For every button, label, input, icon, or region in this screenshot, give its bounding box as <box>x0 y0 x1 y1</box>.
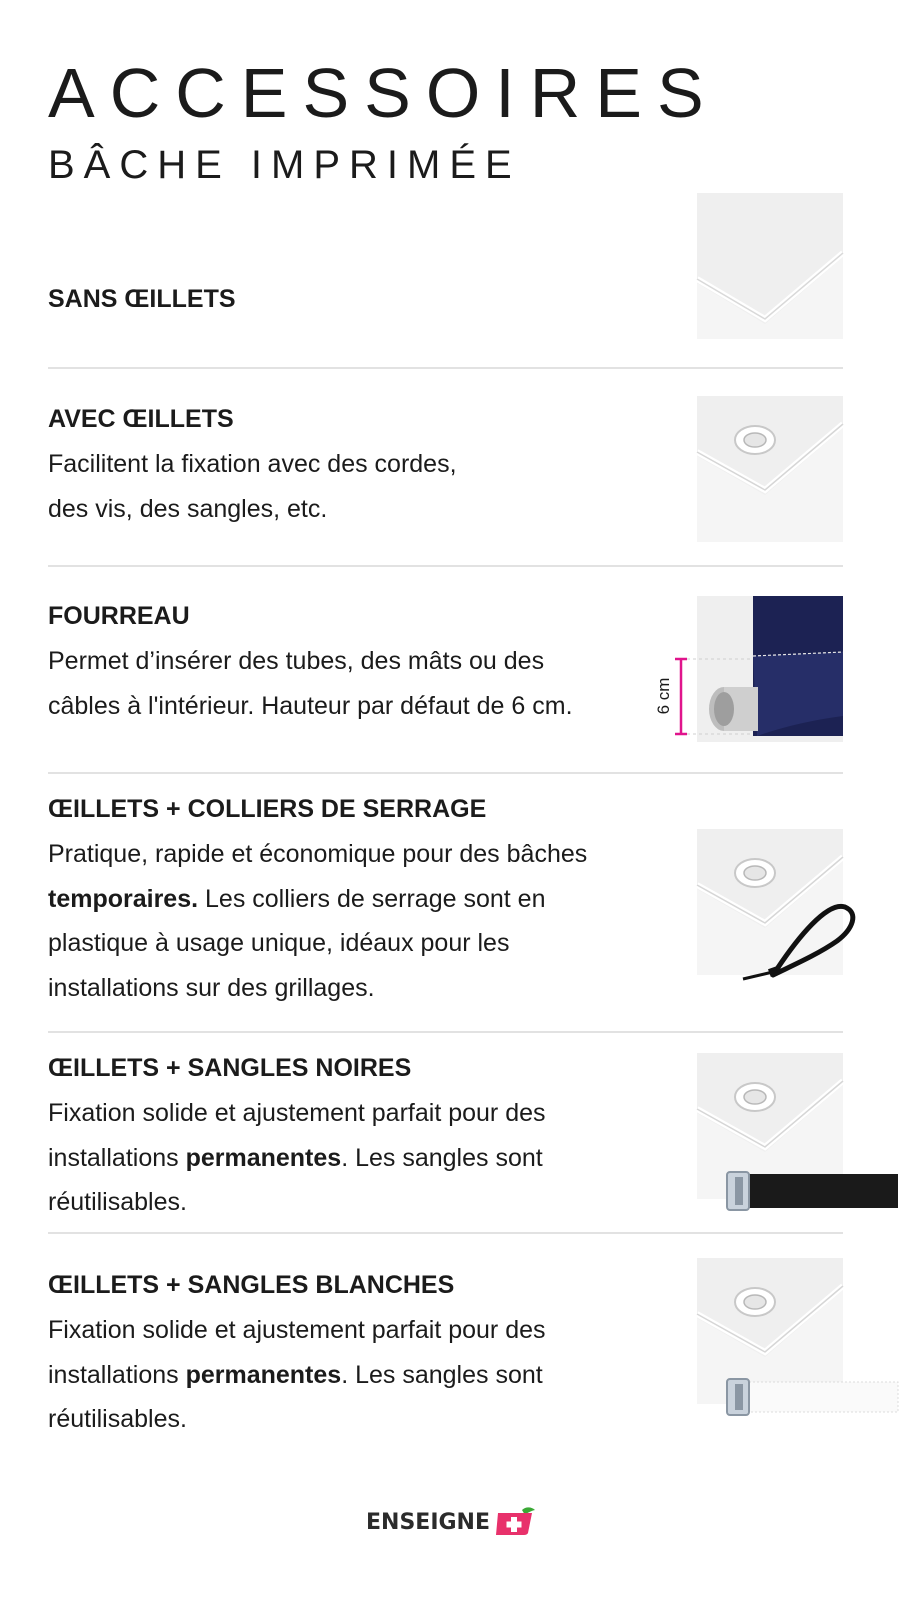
plain-tarp-corner-image <box>697 193 843 339</box>
page-title: ACCESSOIRES <box>48 54 719 132</box>
section-description <box>48 1091 618 1225</box>
description-line: câbles à l'intérieur. Hauteur par défaut de 6 cm. <box>48 691 573 720</box>
description-text: Les colliers de serrage sont en <box>198 884 546 913</box>
section-divider <box>48 565 843 567</box>
section-description <box>48 639 618 728</box>
section-divider <box>48 1031 843 1033</box>
description-line: Facilitent la fixation avec des cordes, <box>48 450 457 478</box>
section-divider <box>48 772 843 774</box>
description-bold: permanentes <box>185 1143 342 1172</box>
section-title: FOURREAU <box>48 602 190 630</box>
description-line <box>48 1136 618 1181</box>
eyelet-black-strap-image <box>697 1053 843 1199</box>
description-text: installations <box>48 1143 186 1172</box>
description-line: Pratique, rapide et économique pour des bâches <box>48 840 588 868</box>
description-line <box>48 877 648 922</box>
brand-name: ENSEIGNE <box>366 1509 490 1535</box>
section-divider <box>48 1232 843 1234</box>
brand-logo <box>366 1507 538 1537</box>
sleeve-tarp-image <box>654 596 843 742</box>
description-line: plastique à usage unique, idéaux pour les <box>48 929 510 957</box>
section-title: ŒILLETS + COLLIERS DE SERRAGE <box>48 795 487 823</box>
eyelet-white-strap-image <box>697 1258 843 1404</box>
eyelet-cable-tie-image <box>697 829 843 975</box>
section-title: ŒILLETS + SANGLES BLANCHES <box>48 1271 455 1299</box>
description-line: installations sur des grillages. <box>48 973 375 1002</box>
description-bold: temporaires. <box>48 884 199 913</box>
description-text: . Les sangles sont <box>341 1360 543 1389</box>
description-line: Permet d’insérer des tubes, des mâts ou des <box>48 647 545 675</box>
plus-badge-icon <box>492 1507 538 1537</box>
section-description <box>48 442 618 531</box>
description-line: Fixation solide et ajustement parfait pour des <box>48 1099 546 1127</box>
description-line <box>48 1353 618 1398</box>
section-title: AVEC ŒILLETS <box>48 405 234 433</box>
page-subtitle: BÂCHE IMPRIMÉE <box>48 143 521 187</box>
description-line: des vis, des sangles, etc. <box>48 494 328 523</box>
description-line: réutilisables. <box>48 1188 187 1216</box>
section-description <box>48 832 648 1010</box>
section-divider <box>48 367 843 369</box>
section-title: SANS ŒILLETS <box>48 285 236 313</box>
description-line: Fixation solide et ajustement parfait pour des <box>48 1316 546 1344</box>
sleeve-height-label: 6 cm <box>654 677 673 715</box>
description-text: . Les sangles sont <box>341 1143 543 1172</box>
description-line: réutilisables. <box>48 1405 187 1433</box>
section-description <box>48 1308 618 1442</box>
description-bold: permanentes <box>185 1360 342 1389</box>
description-text: installations <box>48 1360 186 1389</box>
section-title: ŒILLETS + SANGLES NOIRES <box>48 1054 412 1082</box>
eyelet-tarp-image <box>697 396 843 542</box>
